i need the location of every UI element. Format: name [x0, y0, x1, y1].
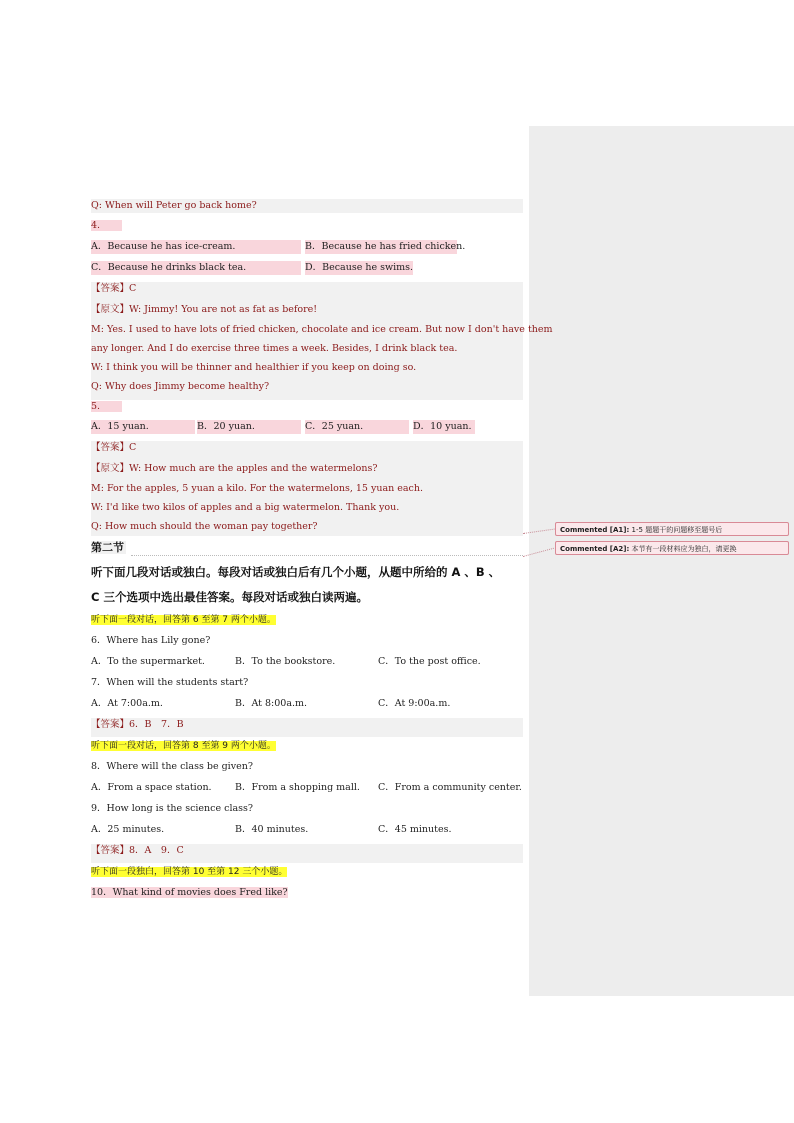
q5-script-3: W: I'd like two kilos of apples and a big watermelon. Thank you. [91, 502, 400, 513]
q4-answer: 【答案】C [91, 283, 137, 294]
q5-option-b: B．20 yuan. [197, 420, 301, 434]
q7-option-c: C．At 9:00a.m. [378, 698, 451, 709]
q5-answer: 【答案】C [91, 442, 137, 453]
comment-1-text: 1-5 题题干的问题移至题号后 [631, 526, 723, 534]
q5-number: 5. [91, 400, 122, 414]
answer-8-9: 【答案】8．A 9．C [91, 844, 523, 863]
q4-number: 4. [91, 219, 122, 233]
q9-option-b: B．40 minutes. [235, 824, 309, 835]
comment-1-label: Commented [A1]: [560, 526, 630, 534]
comment-2-text: 本节有一段材料应为独白，请更换 [631, 545, 737, 553]
comment-balloon-1[interactable] [555, 522, 789, 536]
question-9: 9．How long is the science class? [91, 803, 253, 814]
q6-option-a: A．To the supermarket. [91, 656, 205, 667]
q9-option-a: A．25 minutes. [91, 824, 165, 835]
q4-option-b: B．Because he has fried chicken. [305, 241, 466, 252]
q4-option-a: A．Because he has ice-cream. [91, 240, 301, 254]
comment-balloon-2[interactable] [555, 541, 789, 555]
q5-script-1: 【原文】W: How much are the apples and the watermelons? [91, 463, 378, 474]
question-6: 6．Where has Lily gone? [91, 635, 211, 646]
q5-option-a: A．15 yuan. [91, 420, 195, 434]
q5-script-2: M: For the apples, 5 yuan a kilo. For the watermelons, 15 yuan each. [91, 483, 424, 494]
q7-option-b: B．At 8:00a.m. [235, 698, 308, 709]
q4-option-d: D．Because he swims. [305, 262, 414, 273]
dialog1-intro: 听下面一段对话，回答第 6 至第 7 两个小题。 [91, 615, 276, 625]
q5-option-c: C．25 yuan. [305, 420, 409, 434]
q4-script-4: W: I think you will be thinner and healthier if you keep on doing so. [91, 362, 417, 373]
q4-script-2: M: Yes. I used to have lots of fried chicken, chocolate and ice cream. But now I don't have them [91, 324, 553, 335]
q4-script-1: 【原文】W: Jimmy! You are not as fat as before! [91, 304, 318, 315]
q4-script-3: any longer. And I do exercise three times a week. Besides, I drink black tea. [91, 343, 458, 354]
answer-6-7: 【答案】6．B 7．B [91, 718, 523, 737]
question-7: 7．When will the students start? [91, 677, 249, 688]
monologue-intro: 听下面一段独白，回答第 10 至第 12 三个小题。 [91, 867, 288, 877]
question-8: 8．Where will the class be given? [91, 761, 253, 772]
comment-2-label: Commented [A2]: [560, 545, 630, 553]
q6-option-b: B．To the bookstore. [235, 656, 336, 667]
q4-option-c: C．Because he drinks black tea. [91, 261, 301, 275]
q8-option-c: C．From a community center. [378, 782, 522, 793]
q6-option-c: C．To the post office. [378, 656, 481, 667]
section-instruction-1: 听下面几段对话或独白。每段对话或独白后有几个小题，从题中所给的 A 、B 、 [91, 565, 501, 579]
section-instruction-2: C 三个选项中选出最佳答案。每段对话或独白读两遍。 [91, 590, 368, 604]
q4-script-5: Q: Why does Jimmy become healthy? [91, 381, 270, 392]
comment-pane [529, 126, 794, 996]
q7-option-a: A．At 7:00a.m. [91, 698, 163, 709]
q5-script-4: Q: How much should the woman pay together? [91, 521, 318, 532]
q8-option-b: B．From a shopping mall. [235, 782, 360, 793]
section-title-underline [131, 555, 523, 556]
q3-question: Q: When will Peter go back home? [91, 199, 523, 213]
q8-option-a: A．From a space station. [91, 782, 212, 793]
question-10: 10．What kind of movies does Fred like? [91, 887, 288, 898]
q9-option-c: C．45 minutes. [378, 824, 452, 835]
section-title: 第二节 [91, 541, 124, 554]
dialog2-intro: 听下面一段对话，回答第 8 至第 9 两个小题。 [91, 741, 276, 751]
q5-option-d: D．10 yuan. [413, 420, 475, 434]
